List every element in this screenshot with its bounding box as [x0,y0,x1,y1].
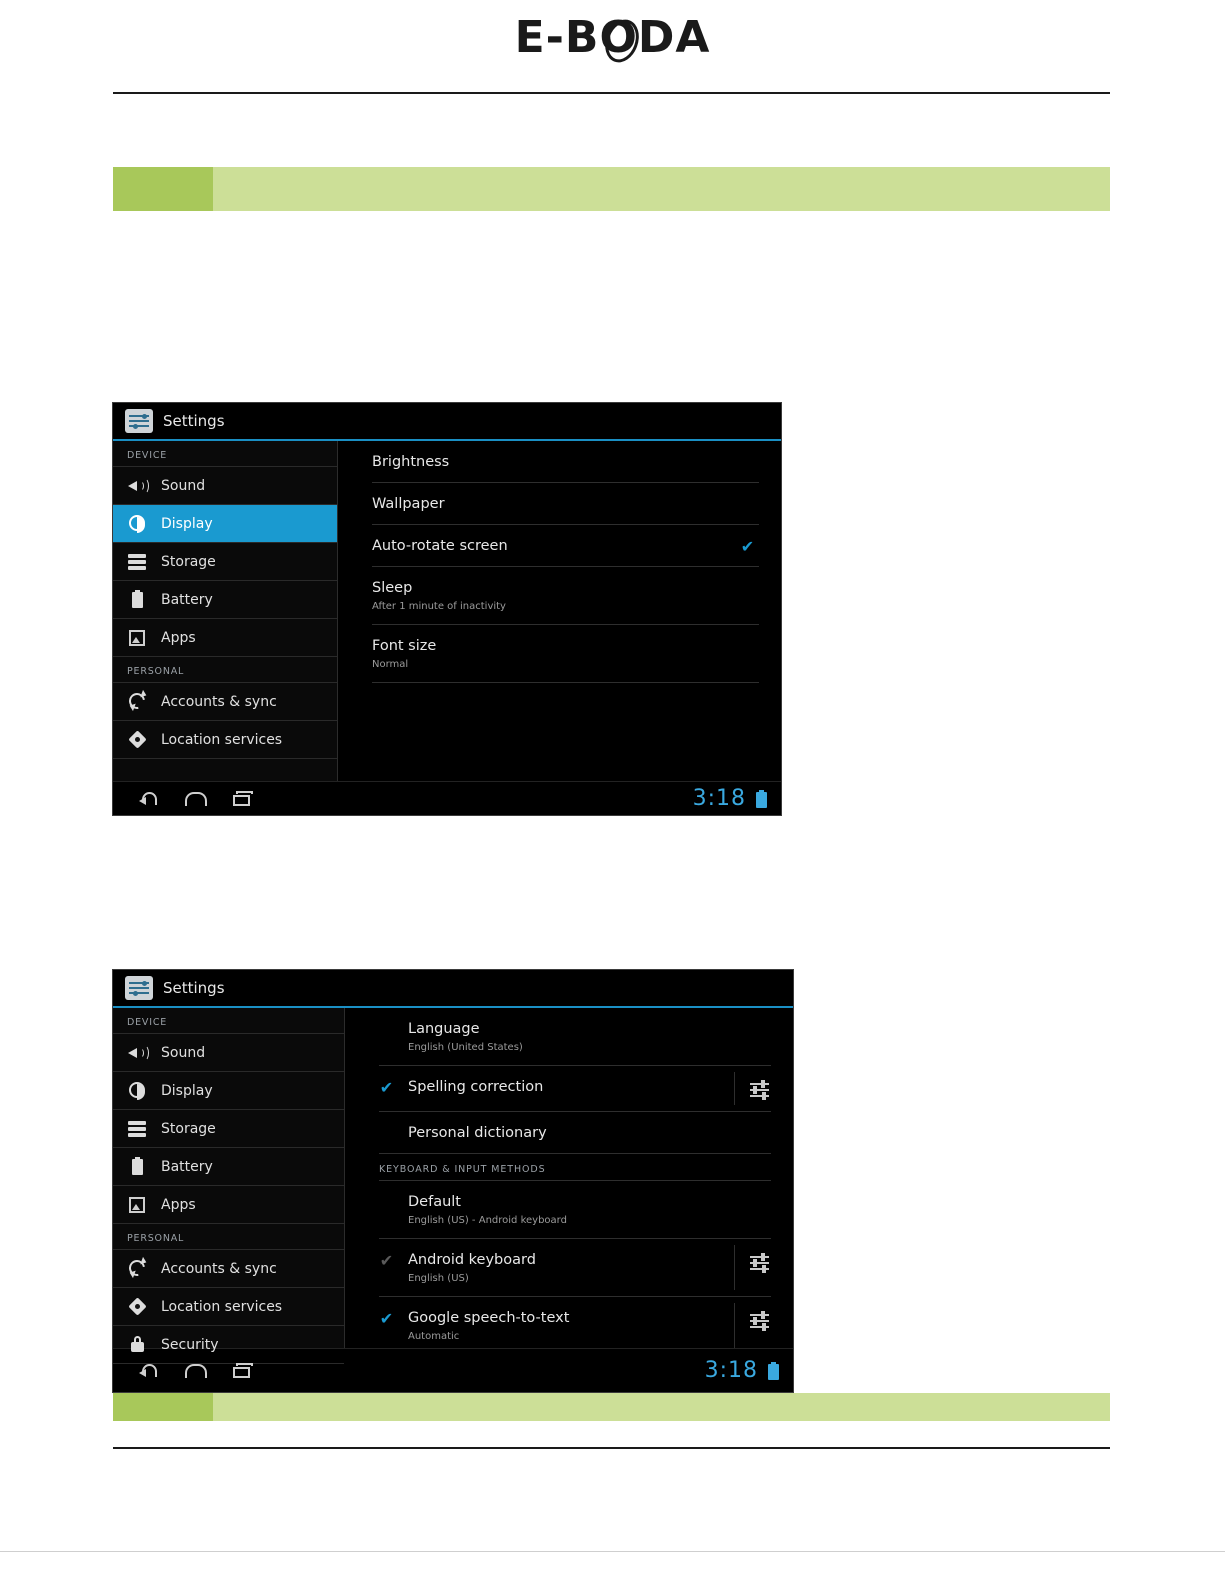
battery-icon [127,590,149,610]
section-bar-bottom-text [213,1393,1110,1421]
sidebar-item-label: Location services [161,731,283,748]
sidebar-item-sound[interactable] [113,1034,344,1072]
settings-content-language [345,1008,793,1348]
apps-icon [127,628,149,648]
setting-row-auto-rotate[interactable] [372,525,759,567]
sidebar-group-device: DEVICE [113,441,337,467]
settings-title: Settings [163,412,225,430]
sidebar-item-location-services[interactable] [113,721,337,759]
security-icon [127,1335,149,1355]
sound-icon [127,1043,149,1063]
row-divider [734,1245,735,1290]
sidebar-item-label: Accounts & sync [161,1260,277,1277]
sidebar-item-label: Display [161,515,213,532]
screenshot-language-input-settings [112,969,794,1393]
section-bar-top-text [213,167,1110,211]
settings-body [113,441,781,781]
sync-icon [127,1259,149,1279]
setting-title: Language [408,1021,480,1037]
section-bar-bottom-tab [113,1393,213,1421]
settings-title-bar [113,970,793,1008]
logo-slash-icon: O [599,12,637,63]
section-bar-top [113,167,1110,211]
home-icon[interactable] [185,1364,207,1378]
sidebar-group-personal: PERSONAL [113,1224,344,1250]
settings-sliders-icon[interactable] [749,1311,771,1331]
sidebar-item-label: Accounts & sync [161,693,277,710]
sidebar-item-label: Security [161,1336,219,1353]
storage-icon [127,1119,149,1139]
section-header-keyboard-input: KEYBOARD & INPUT METHODS [379,1154,771,1181]
sidebar-item-apps[interactable] [113,619,337,657]
status-clock: 3:18 [692,786,746,811]
setting-title: Android keyboard [408,1252,536,1268]
battery-status-icon [756,790,767,808]
section-bar-top-tab [113,167,213,211]
sidebar-item-storage[interactable] [113,543,337,581]
settings-icon [125,976,153,1000]
android-keyboard-checkbox[interactable]: ✔ [379,1251,394,1270]
setting-subtitle: English (US) [408,1273,469,1284]
setting-row-font-size[interactable] [372,625,759,683]
location-icon [127,730,149,750]
brand-logo [0,12,1225,63]
setting-row-wallpaper[interactable] [372,483,759,525]
footer-divider-secondary [0,1551,1225,1552]
sidebar-item-display[interactable] [113,505,337,543]
status-clock: 3:18 [704,1358,758,1383]
setting-title: Spelling correction [408,1079,544,1095]
setting-row-personal-dictionary[interactable] [379,1112,771,1154]
sidebar-item-storage[interactable] [113,1110,344,1148]
sidebar-item-label: Sound [161,477,206,494]
settings-title: Settings [163,979,225,997]
setting-subtitle: Automatic [408,1331,460,1342]
setting-row-sleep[interactable] [372,567,759,625]
settings-sidebar [113,1008,345,1353]
recents-icon[interactable] [233,1363,253,1378]
sidebar-item-accounts-sync[interactable] [113,683,337,721]
sound-icon [127,476,149,496]
display-icon [127,514,149,534]
battery-icon [127,1157,149,1177]
sidebar-item-label: Apps [161,629,196,646]
setting-title: Auto-rotate screen [372,538,508,554]
screenshot-display-settings [112,402,782,816]
sidebar-item-battery[interactable] [113,581,337,619]
home-icon[interactable] [185,792,207,806]
sidebar-item-label: Display [161,1082,213,1099]
section-bar-bottom [113,1393,1110,1421]
sidebar-item-label: Apps [161,1196,196,1213]
row-divider [734,1072,735,1105]
setting-row-android-keyboard[interactable] [379,1239,771,1297]
logo-text-right: DA [637,12,711,63]
sidebar-item-display[interactable] [113,1072,344,1110]
sidebar-group-device: DEVICE [113,1008,344,1034]
setting-title: Brightness [372,454,450,470]
sidebar-item-label: Battery [161,591,213,608]
setting-subtitle: Normal [372,659,409,670]
setting-row-brightness[interactable] [372,441,759,483]
settings-sliders-icon[interactable] [749,1253,771,1273]
setting-row-language[interactable] [379,1008,771,1066]
sidebar-item-sound[interactable] [113,467,337,505]
back-icon[interactable] [139,1364,159,1378]
settings-content-display [338,441,781,781]
row-divider [734,1303,735,1348]
setting-row-google-speech-to-text[interactable] [379,1297,771,1354]
sidebar-item-label: Storage [161,1120,216,1137]
spelling-correction-checkbox[interactable]: ✔ [379,1078,394,1097]
display-icon [127,1081,149,1101]
sync-icon [127,692,149,712]
settings-body [113,1008,793,1353]
back-icon[interactable] [139,792,159,806]
setting-title: Personal dictionary [408,1125,547,1141]
page-header [0,0,1225,100]
sidebar-item-security[interactable] [113,1326,344,1364]
setting-row-spelling-correction[interactable] [379,1066,771,1112]
recents-icon[interactable] [233,791,253,806]
setting-title: Default [408,1194,461,1210]
setting-subtitle: After 1 minute of inactivity [372,601,506,612]
settings-title-bar [113,403,781,441]
header-divider [113,92,1110,94]
setting-title: Wallpaper [372,496,445,512]
location-icon [127,1297,149,1317]
sidebar-item-apps[interactable] [113,1186,344,1224]
android-navbar [113,781,781,815]
battery-status-icon [768,1362,779,1380]
sidebar-item-label: Battery [161,1158,213,1175]
logo-text-left: E-B [514,12,600,63]
settings-icon [125,409,153,433]
setting-title: Google speech-to-text [408,1310,570,1326]
auto-rotate-checkbox[interactable]: ✔ [740,537,755,556]
setting-title: Font size [372,638,437,654]
settings-sidebar [113,441,338,781]
footer-divider [113,1447,1110,1449]
sidebar-item-label: Storage [161,553,216,570]
storage-icon [127,552,149,572]
apps-icon [127,1195,149,1215]
setting-subtitle: English (US) - Android keyboard [408,1215,567,1226]
google-speech-to-text-checkbox[interactable]: ✔ [379,1309,394,1328]
setting-subtitle: English (United States) [408,1042,523,1053]
setting-row-default-keyboard[interactable] [379,1181,771,1239]
setting-title: Sleep [372,580,413,596]
sidebar-item-battery[interactable] [113,1148,344,1186]
sidebar-item-label: Location services [161,1298,283,1315]
settings-sliders-icon[interactable] [749,1080,771,1100]
sidebar-item-location-services[interactable] [113,1288,344,1326]
sidebar-item-label: Sound [161,1044,206,1061]
sidebar-group-personal: PERSONAL [113,657,337,683]
sidebar-item-accounts-sync[interactable] [113,1250,344,1288]
